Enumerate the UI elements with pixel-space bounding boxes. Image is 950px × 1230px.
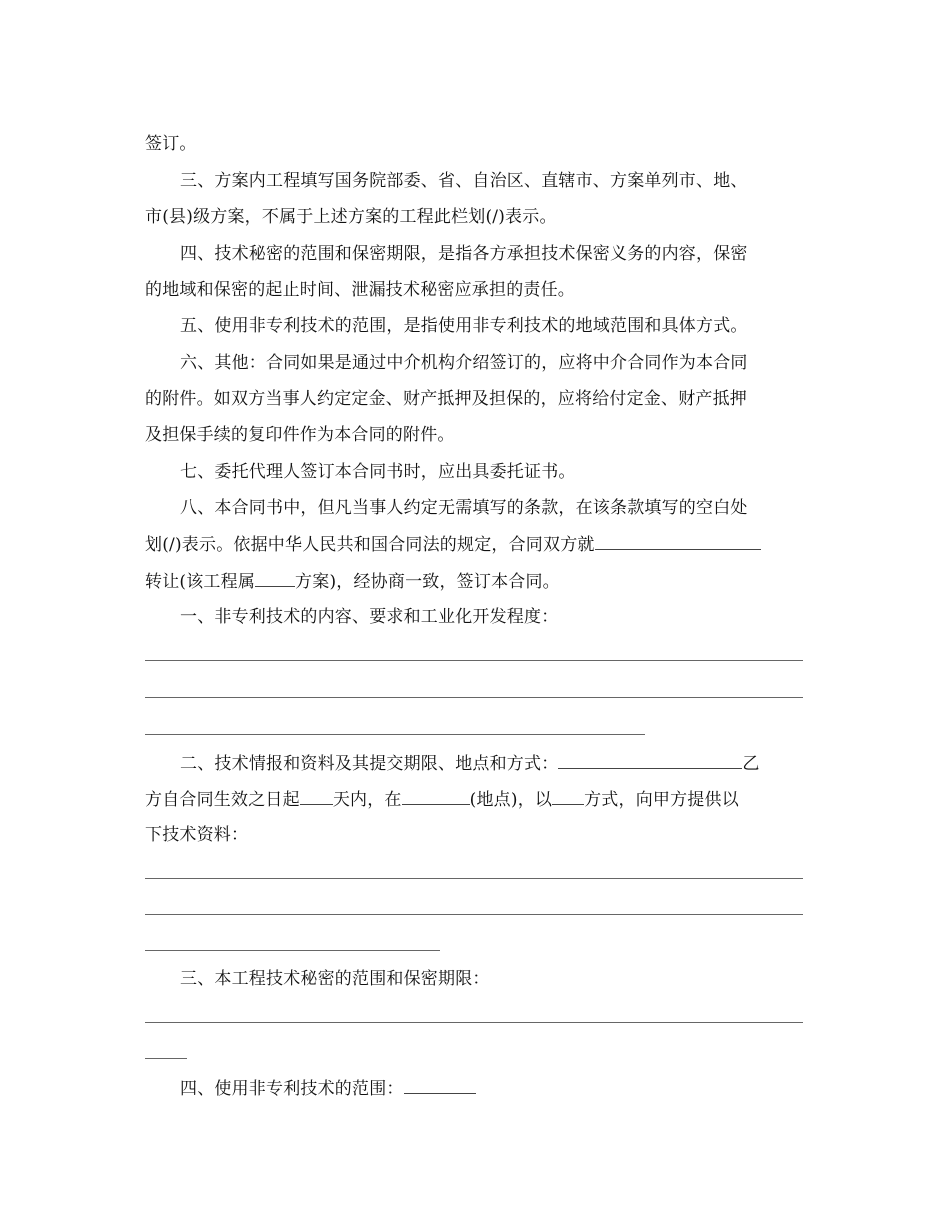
fill-line[interactable] [145, 1058, 187, 1059]
text-line: 下技术资料： [145, 825, 249, 845]
text-line: 的附件。如双方当事人约定定金、财产抵押及担保的，应将给付定金、财产抵押 [145, 389, 747, 409]
section-4-heading [180, 1077, 476, 1100]
clause-note-3: 三、方案内工程填写国务院部委、省、自治区、直辖市、方案单列市、地、 [180, 171, 748, 191]
text-fragment: 二、技术情报和资料及其提交期限、地点和方式： [180, 754, 559, 774]
fill-blank-days[interactable] [300, 788, 333, 805]
fill-line[interactable] [145, 734, 645, 735]
text-fragment: 天内，在 [332, 790, 402, 810]
text-line: 及担保手续的复印件作为本合同的附件。 [145, 425, 455, 445]
text-fragment: 乙 [742, 754, 760, 774]
fill-blank-mode[interactable] [552, 788, 584, 805]
text-line: 的地域和保密的起止时间、泄漏技术秘密应承担的责任。 [145, 280, 575, 300]
section-3-heading: 三、本工程技术秘密的范围和保密期限： [180, 969, 490, 989]
text-line [145, 788, 739, 811]
text-fragment: 转让(该工程属 [145, 572, 256, 592]
text-line: 签订。 [145, 134, 197, 154]
text-fragment: 方案)，经协商一致，签订本合同。 [295, 572, 560, 592]
fill-line[interactable] [145, 950, 440, 951]
fill-blank-usage-scope[interactable] [404, 1077, 476, 1094]
fill-blank-method[interactable] [558, 752, 742, 769]
fill-line[interactable] [145, 660, 803, 661]
fill-line[interactable] [145, 1022, 803, 1023]
text-fragment: 四、使用非专利技术的范围： [180, 1079, 404, 1099]
clause-note-8: 八、本合同书中，但凡当事人约定无需填写的条款，在该条款填写的空白处 [180, 498, 748, 518]
clause-note-5: 五、使用非专利技术的范围，是指使用非专利技术的地域范围和具体方式。 [180, 316, 748, 336]
clause-note-6: 六、其他：合同如果是通过中介机构介绍签订的，应将中介合同作为本合同 [180, 353, 748, 373]
text-line: 市(县)级方案，不属于上述方案的工程此栏划(/)表示。 [145, 207, 557, 227]
text-line [145, 533, 761, 556]
fill-line[interactable] [145, 697, 803, 698]
text-fragment: 方式，向甲方提供以 [584, 790, 739, 810]
clause-note-7: 七、委托代理人签订本合同书时，应出具委托证书。 [180, 462, 576, 482]
fill-line[interactable] [145, 914, 803, 915]
section-2-heading [180, 752, 760, 775]
text-fragment: 方自合同生效之日起 [145, 790, 300, 810]
section-1-heading: 一、非专利技术的内容、要求和工业化开发程度： [180, 607, 559, 627]
text-fragment: 划(/)表示。依据中华人民共和国合同法的规定，合同双方就 [145, 535, 595, 555]
fill-blank-subject[interactable] [595, 533, 761, 550]
fill-line[interactable] [145, 878, 803, 879]
text-fragment: (地点)，以 [469, 790, 553, 810]
text-line [145, 570, 560, 593]
fill-blank-plan-level[interactable] [255, 570, 295, 587]
fill-blank-location[interactable] [402, 788, 470, 805]
clause-note-4: 四、技术秘密的范围和保密期限，是指各方承担技术保密义务的内容，保密 [180, 244, 748, 264]
